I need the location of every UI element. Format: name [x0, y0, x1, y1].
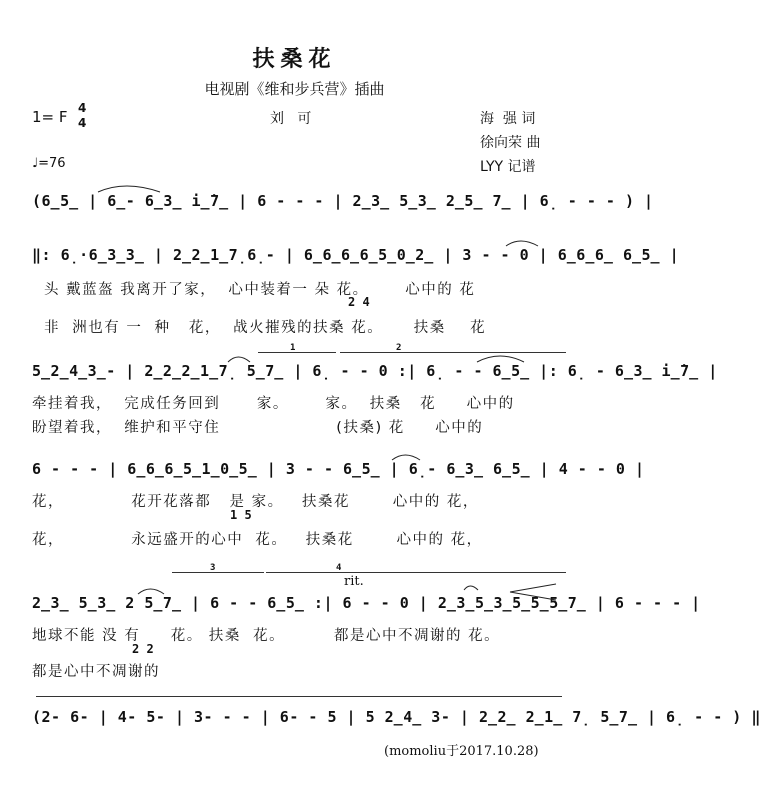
song-subtitle: 电视剧《维和步兵营》插曲 — [204, 80, 385, 98]
lyrics-line-5-verse-2: 都是心中不凋谢的 — [32, 664, 160, 680]
transcription-footnote: (momoliu于2017.10.28) — [384, 744, 539, 759]
volta-label-3: 3 — [210, 563, 216, 573]
lyrics-line-3-verse-2: 盼望着我， 维护和平守住 (扶桑) 花 心中的 — [32, 420, 484, 436]
transcriber-credit: LYY 记谱 — [480, 159, 536, 175]
score-line-3-notes: 5̲2̲4̲3̲- | 2̲2̲2̲1̲7̣ 5̲7̲ | 6̣ - - 0 :| 6̣ - - 6̲5̲ |: 6̣ - 6̲3̲ i̲̇7̲ | — [32, 362, 718, 380]
lyrics-line-3-verse-1: 牵挂着我， 完成任务回到 家。 家。 扶桑 花 心中的 — [32, 396, 515, 412]
tempo-marking: ♩=76 — [32, 156, 66, 171]
harmony-note-1-5: 1 5 — [230, 508, 252, 522]
score-line-6-notes: (2- 6- | 4- 5- | 3- - - | 6- - 5 | 5 2̲4̲ 3- | 2̲2̲ 2̲1̲ 7̣ 5̲7̲ | 6̣ - - ) ‖ — [32, 708, 761, 726]
harmony-note-2-2: 2 2 — [132, 642, 154, 656]
score-line-5-notes: 2̲3̲ 5̲3̲ 2 5̲7̲ | 6 - - 6̲5̲ :| 6 - - 0 | 2̲3̲5̲3̲5̲5̲5̲7̲ | 6 - - - | — [32, 594, 701, 612]
ritardando-marking: rit. — [344, 574, 364, 589]
volta-label-4: 4 — [336, 563, 342, 573]
song-title: 扶桑花 — [252, 47, 337, 72]
score-line-1-notes: (6̲5̲ | 6̲- 6̲3̲ i̲̇7̲ | 6 - - - | 2̲3̲ 5̲3̲ 2̲5̲ 7̲ | 6̣ - - - ) | — [32, 192, 654, 210]
lyrics-line-4-verse-1: 花， 花开花落都 是 家。 扶桑花 心中的 花， — [32, 494, 479, 510]
score-line-2-notes: ‖: 6̣·6̲3̲3̲ | 2̲2̲1̲7̣6̣- | 6̲6̲6̲6̲5̲0̲2̲ | 3 - - 0 | 6̲6̲6̲ 6̲5̲ | — [32, 246, 680, 264]
harmony-note-2-4: 2 4 — [348, 295, 370, 309]
score-line-4-notes: 6 - - - | 6̲6̲6̲5̲1̲0̲5̲ | 3 - - 6̲5̲ | 6̣- 6̲3̲ 6̲5̲ | 4 - - 0 | — [32, 460, 645, 478]
lyrics-line-4-verse-2: 花， 永远盛开的心中 花。 扶桑花 心中的 花， — [32, 532, 483, 548]
volta-label-2: 2 — [396, 343, 402, 353]
volta-label-1: 1 — [290, 343, 296, 353]
slur-2 — [506, 241, 538, 246]
slur-1 — [98, 186, 160, 192]
key-signature: 1= F — [32, 108, 68, 126]
fermata-arc — [464, 586, 478, 590]
singer-credit: 刘 可 — [270, 111, 312, 127]
composer-credit: 徐向荣 曲 — [480, 135, 541, 151]
lyricist-credit: 海 强 词 — [480, 111, 536, 127]
decrescendo-mark — [510, 584, 556, 600]
lyrics-line-2-verse-1: 头 戴蓝盔 我离开了家， 心中装着一 朵 花。 心中的 花 — [44, 282, 476, 298]
lyrics-line-5-verse-1: 地球不能 没 有 花。 扶桑 花。 都是心中不凋谢的 花。 — [32, 628, 501, 644]
slur-6 — [138, 589, 164, 594]
time-signature-bottom: 4 — [78, 116, 87, 130]
slur-4 — [477, 356, 524, 362]
slur-3 — [228, 357, 250, 362]
slur-5 — [392, 455, 420, 460]
lyrics-line-2-verse-2: 非 洲也有 一 种 花， 战火摧残的扶桑 花。 扶桑 花 — [44, 320, 487, 336]
time-signature-top: 4 — [78, 101, 87, 115]
